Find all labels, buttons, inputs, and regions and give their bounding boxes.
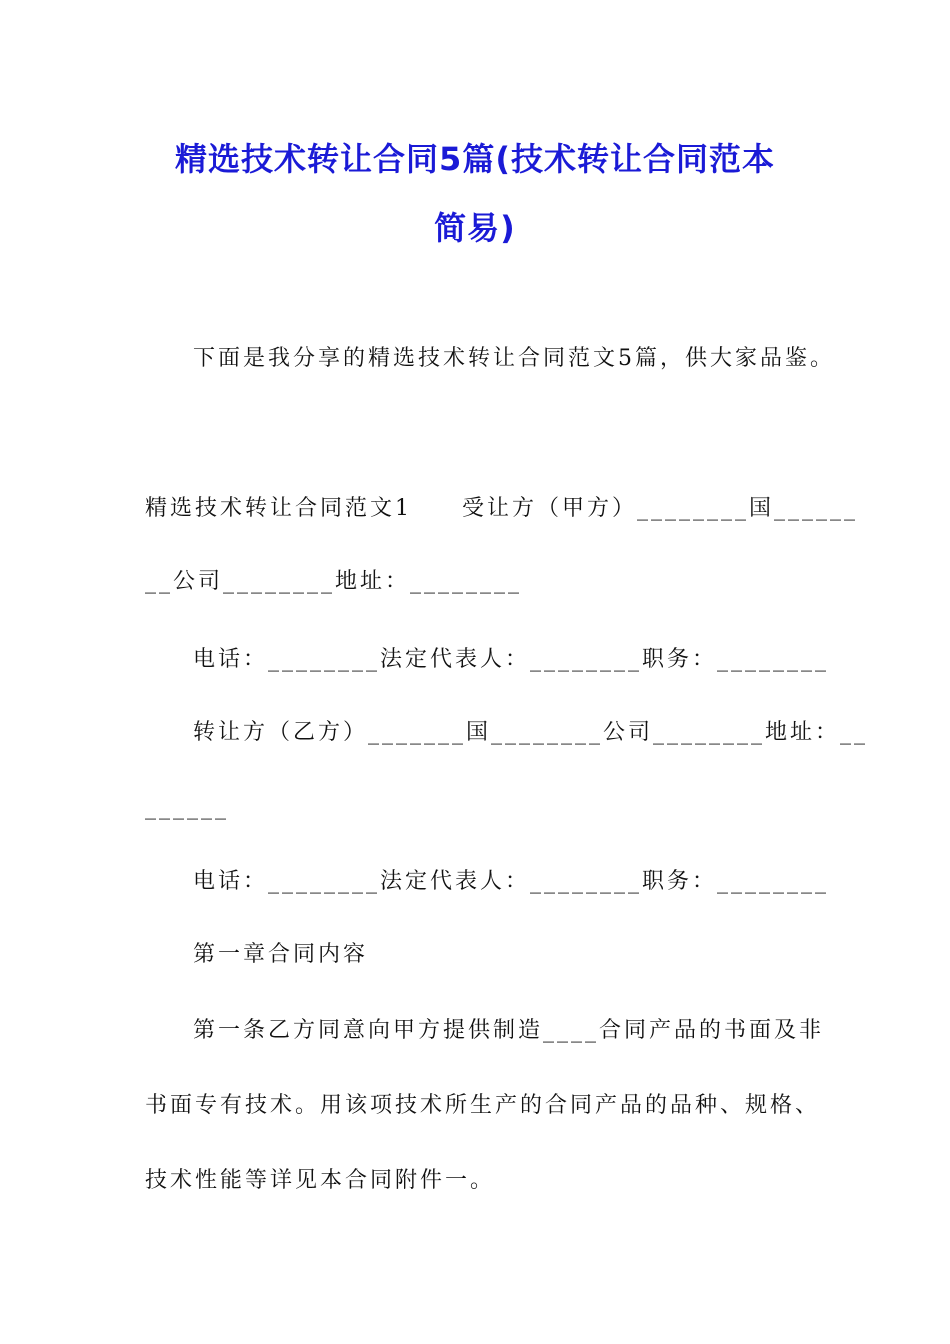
body-line-6: 电话：________法定代表人：________职务：________ [193, 869, 830, 894]
document-title-line-1: 精选技术转让合同5篇(技术转让合同范本 [175, 140, 775, 178]
document-title-line-2: 简易) [434, 209, 516, 247]
body-line-8: 第一条乙方同意向甲方提供制造____合同产品的书面及非 [193, 1018, 825, 1043]
body-line-2: __公司________地址：________ [145, 569, 523, 594]
intro-paragraph: 下面是我分享的精选技术转让合同范文5篇，供大家品鉴。 [193, 346, 835, 371]
body-line-4: 转让方（乙方）_______国________公司________地址：__ [193, 720, 869, 745]
body-line-3: 电话：________法定代表人：________职务：________ [193, 647, 830, 672]
body-line-1: 精选技术转让合同范文1 受让方（甲方）________国______ [145, 496, 858, 521]
body-line-10: 技术性能等详见本合同附件一。 [145, 1168, 496, 1193]
body-line-5: ______ [145, 795, 229, 820]
chapter-heading: 第一章合同内容 [193, 942, 369, 967]
body-line-9: 书面专有技术。用该项技术所生产的合同产品的品种、规格、 [145, 1093, 821, 1118]
